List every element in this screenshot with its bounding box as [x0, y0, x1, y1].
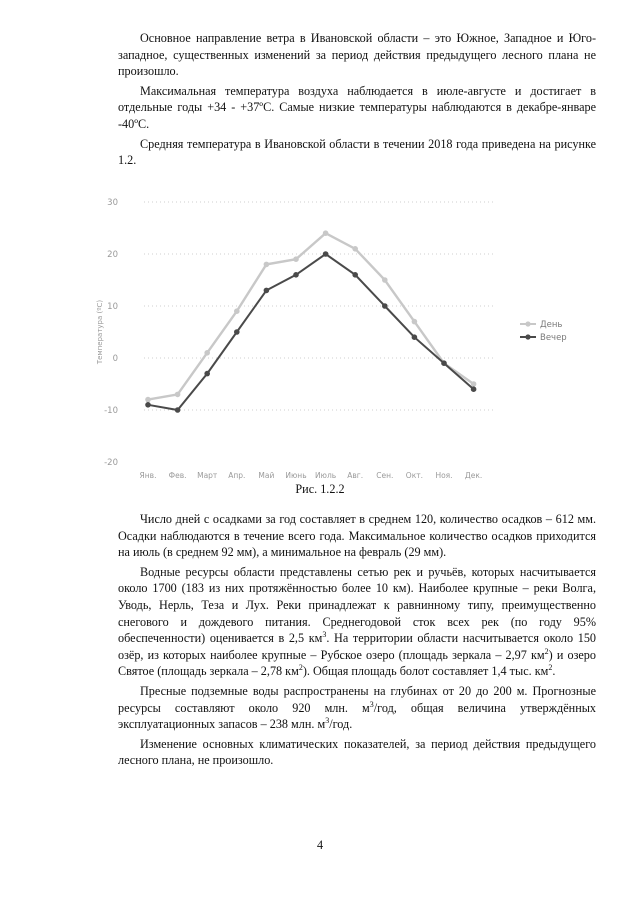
series-line-day [148, 233, 474, 399]
data-point-day [323, 230, 329, 236]
y-tick-label: -10 [104, 406, 118, 416]
data-point-evening [204, 371, 210, 377]
data-point-day [352, 246, 358, 252]
paragraph-water-resources [118, 564, 596, 680]
ground-text-2: /год, общая величина утверждённых эксплуатационных запасов – 238 млн. м [118, 700, 596, 732]
y-axis-label: Температура (ºС) [96, 299, 104, 365]
data-point-day [293, 256, 299, 262]
x-tick-label: Окт. [405, 471, 423, 480]
y-tick-label: 10 [107, 302, 118, 312]
y-tick-label: 20 [107, 250, 118, 260]
data-point-evening [264, 288, 270, 294]
y-tick-label: 0 [112, 354, 118, 364]
data-point-evening [352, 272, 358, 278]
data-point-day [471, 381, 477, 387]
ground-text-3: /год. [329, 717, 353, 732]
data-point-day [382, 277, 388, 283]
paragraph-precipitation: Число дней с осадками за год составляет в среднем 120, количество осадков – 612 мм. Осадки наблюдаются в течение всего года. Максимальное количество осадков приходится на июль (в среднем 92 мм), а минимальное на февраль (29 мм). [118, 512, 596, 560]
data-point-day [264, 262, 270, 268]
ground-text-1: Пресные подземные воды распространены на глубинах от 20 до 200 м. Прогнозные ресурсы составляют около 920 млн. м [118, 683, 596, 715]
water-sup-2: 2 [544, 646, 549, 656]
data-point-evening [175, 407, 181, 413]
x-tick-label: Июль [315, 471, 337, 480]
data-point-day [234, 308, 240, 314]
water-text-2: . На территории области насчитывается около 150 озёр, из которых наиболее крупные – Рубское озеро (площадь зеркала – 2,97 км [118, 631, 597, 662]
x-tick-label: Фев. [168, 471, 187, 480]
data-point-day [204, 350, 210, 356]
x-tick-label: Ноя. [435, 471, 453, 480]
y-tick-label: 30 [107, 198, 118, 208]
temperature-chart-svg [96, 188, 596, 484]
data-point-evening [234, 329, 240, 335]
data-point-evening [441, 360, 447, 366]
x-tick-label: Авг. [347, 471, 364, 480]
page-number: 4 [316, 838, 324, 852]
x-tick-label: Дек. [464, 471, 483, 480]
data-point-day [412, 319, 418, 325]
data-point-evening [382, 303, 388, 309]
paragraph-max-temperature: Максимальная температура воздуха наблюдается в июле-августе и достигает в отдельные годы +34 - +37ºС. Самые низкие температуры наблюдаются в декабре-январе -40ºС. [118, 83, 596, 131]
water-sup-4: 2 [548, 663, 553, 673]
water-text-3: ) и озеро Святое (площадь зеркала – 2,78 км [118, 647, 596, 679]
water-sup-1: 3 [322, 630, 327, 640]
data-point-day [145, 397, 151, 403]
data-point-evening [293, 272, 299, 278]
figure-caption: Рис. 1.2.2 [295, 482, 345, 496]
legend-label: Вечер [540, 333, 567, 343]
legend-label: День [540, 320, 563, 330]
top-text-block [118, 30, 596, 169]
y-tick-label: -20 [104, 458, 118, 468]
data-point-day [175, 392, 181, 398]
water-sup-3: 2 [298, 663, 303, 673]
x-tick-label: Сен. [376, 471, 394, 480]
data-point-evening [471, 386, 477, 392]
x-tick-label: Янв. [139, 471, 157, 480]
paragraph-figure-reference: Средняя температура в Ивановской области в течении 2018 года приведена на рисунке 1.2. [118, 136, 596, 168]
x-tick-label: Март [197, 471, 218, 480]
ground-sup-2: 3 [325, 716, 330, 726]
temperature-chart [96, 188, 596, 484]
data-point-evening [323, 251, 329, 257]
paragraph-groundwater [118, 683, 596, 733]
series-line-evening [148, 254, 474, 410]
x-tick-label: Июнь [285, 471, 307, 480]
x-tick-label: Май [258, 471, 275, 480]
ground-sup-1: 3 [369, 699, 374, 709]
water-text-4: ). Общая площадь болот составляет 1,4 тыс. км [302, 664, 549, 679]
data-point-evening [145, 402, 151, 408]
data-point-evening [412, 334, 418, 340]
legend-marker [525, 321, 530, 326]
water-text-1: Водные ресурсы области представлены сетью рек и ручьёв, которых насчитывается около 1700 (183 из них протяжённостью более 10 км). Наиболее крупные – реки Волга, Уводь, Нерль, Теза и Лух. Реки принадлежат к равнинному типу, преимущественно снегового и дождевого питания. Среднегодовой сток всех рек (по году 95% обеспеченности) оценивается в 2,5 км [118, 564, 596, 646]
water-text-5: . [552, 664, 556, 679]
paragraph-wind: Основное направление ветра в Ивановской области – это Южное, Западное и Юго-западное, существенных изменений за период действия предыдущего лесного плана не произошло. [118, 31, 596, 79]
legend-marker [525, 334, 530, 339]
x-tick-label: Апр. [228, 471, 246, 480]
paragraph-climate-change: Изменение основных климатических показателей, за период действия предыдущего лесного плана, не произошло. [118, 736, 596, 768]
bottom-text-block [118, 511, 596, 769]
